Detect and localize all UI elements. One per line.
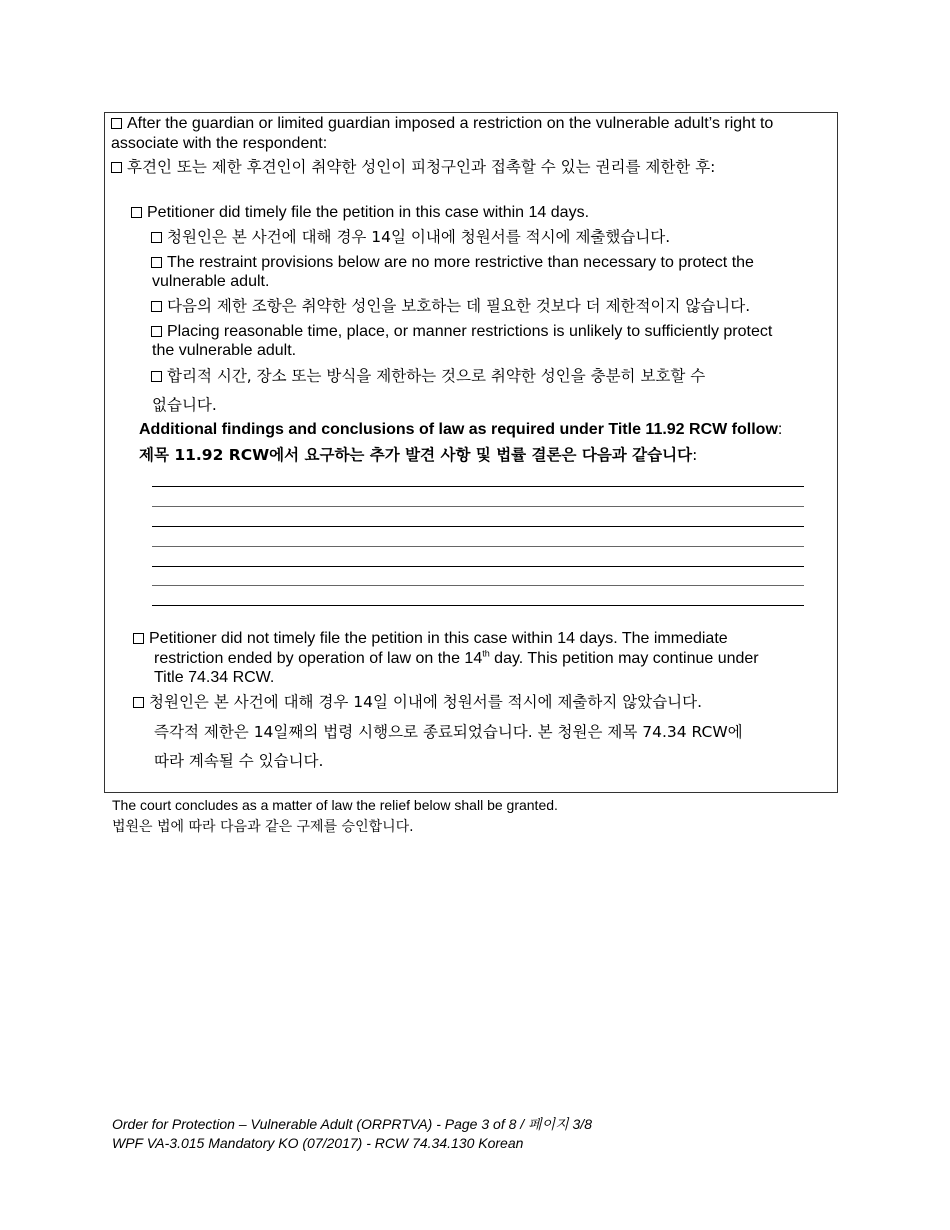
findings-write-line[interactable] [152, 526, 804, 527]
not-timely-filed-checkbox[interactable] [133, 633, 144, 644]
footer-form-title: Order for Protection – Vulnerable Adult (ORPRTVA) - Page 3 of 8 / 페이지 3/8 [112, 1116, 592, 1132]
findings-write-line[interactable] [152, 585, 804, 586]
not-timely-filed-text-cont: restriction ended by operation of law on the 14th day. This petition may continue under [154, 648, 759, 667]
timely-filed-option-ko: 청원인은 본 사건에 대해 경우 14일 이내에 청원서를 적시에 제출했습니다. [151, 227, 670, 247]
guardian-restriction-option-ko: 후견인 또는 제한 후견인이 취약한 성인이 피청구인과 접촉할 수 있는 권리를 제한한 후: [111, 157, 715, 177]
findings-write-line[interactable] [152, 506, 804, 507]
guardian-restriction-checkbox[interactable] [111, 118, 122, 129]
timely-filed-checkbox[interactable] [131, 207, 142, 218]
reasonable-restrictions-text-cont: the vulnerable adult. [152, 342, 297, 359]
reasonable-restrictions-checkbox[interactable] [151, 326, 162, 337]
reasonable-restrictions-text-cont-ko: 없습니다. [152, 396, 217, 414]
not-timely-filed-option: Petitioner did not timely file the petition in this case within 14 days. The immediate [133, 629, 728, 649]
not-timely-filed-text-cont-ko-2: 따라 계속될 수 있습니다. [154, 752, 324, 770]
guardian-restriction-text-cont: associate with the respondent: [111, 135, 328, 152]
court-conclusion-text: The court concludes as a matter of law the relief below shall be granted. [112, 797, 558, 813]
additional-findings-heading: Additional findings and conclusions of law as required under Title 11.92 RCW follow: [139, 421, 783, 438]
restraint-provisions-checkbox[interactable] [151, 257, 162, 268]
reasonable-restrictions-option: Placing reasonable time, place, or manner restrictions is unlikely to sufficiently protect [151, 322, 772, 342]
findings-write-line[interactable] [152, 566, 804, 567]
guardian-restriction-option: After the guardian or limited guardian imposed a restriction on the vulnerable adult’s right to [111, 114, 773, 134]
guardian-restriction-checkbox-ko[interactable] [111, 162, 122, 173]
findings-write-line[interactable] [152, 486, 804, 487]
timely-filed-option: Petitioner did timely file the petition in this case within 14 days. [131, 203, 589, 223]
timely-filed-checkbox-ko[interactable] [151, 232, 162, 243]
findings-write-line[interactable] [152, 605, 804, 606]
additional-findings-heading-ko: 제목 11.92 RCW에서 요구하는 추가 발견 사항 및 법률 결론은 다음과 같습니다: [139, 446, 698, 464]
reasonable-restrictions-checkbox-ko[interactable] [151, 371, 162, 382]
restraint-provisions-option-ko: 다음의 제한 조항은 취약한 성인을 보호하는 데 필요한 것보다 더 제한적이지 않습니다. [151, 296, 750, 316]
restraint-provisions-checkbox-ko[interactable] [151, 301, 162, 312]
not-timely-filed-option-ko: 청원인은 본 사건에 대해 경우 14일 이내에 청원서를 적시에 제출하지 않았습니다. [133, 692, 702, 712]
findings-write-line[interactable] [152, 546, 804, 547]
court-conclusion-text-ko: 법원은 법에 따라 다음과 같은 구제를 승인합니다. [112, 819, 414, 835]
footer-form-id: WPF VA-3.015 Mandatory KO (07/2017) - RCW 74.34.130 Korean [112, 1135, 524, 1151]
not-timely-filed-text-cont-2: Title 74.34 RCW. [154, 669, 275, 686]
restraint-provisions-text-cont: vulnerable adult. [152, 273, 270, 290]
not-timely-filed-text-cont-ko: 즉각적 제한은 14일째의 법령 시행으로 종료되었습니다. 본 청원은 제목 74.34 RCW에 [154, 723, 743, 741]
restraint-provisions-option: The restraint provisions below are no more restrictive than necessary to protect the [151, 253, 754, 273]
not-timely-filed-checkbox-ko[interactable] [133, 697, 144, 708]
reasonable-restrictions-option-ko: 합리적 시간, 장소 또는 방식을 제한하는 것으로 취약한 성인을 충분히 보호할 수 [151, 366, 705, 386]
